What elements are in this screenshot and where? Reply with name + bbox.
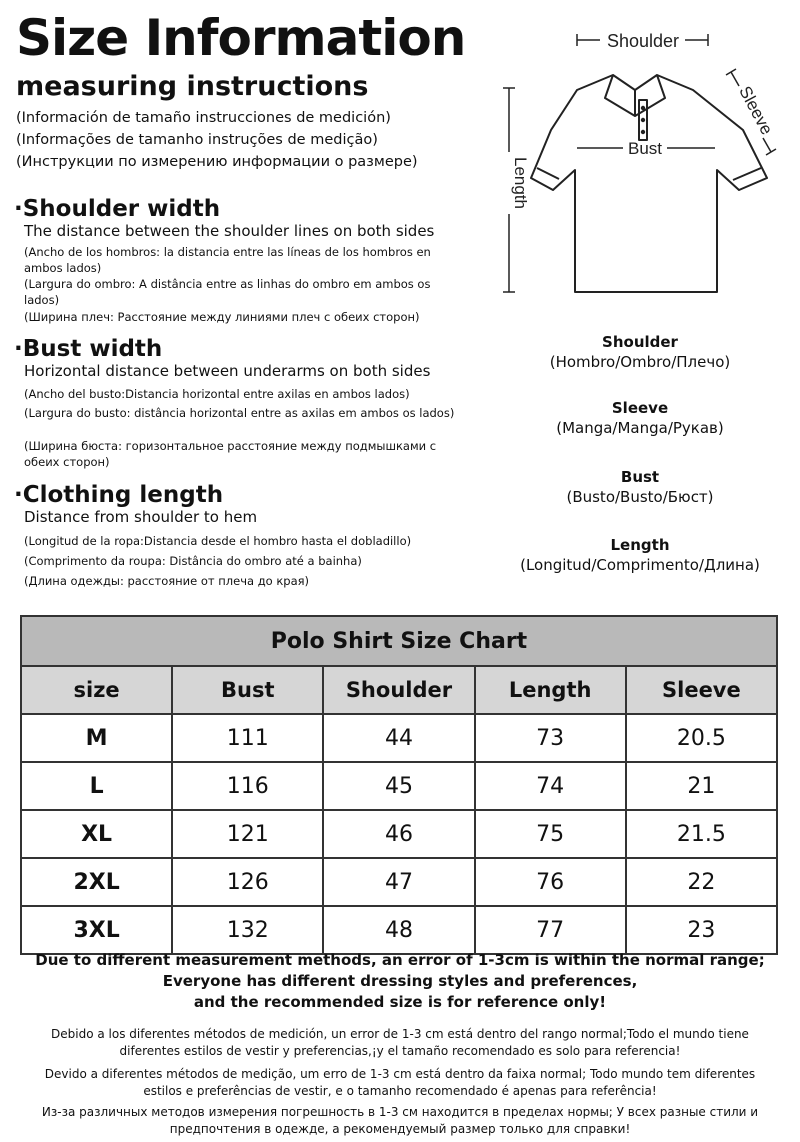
bust-width-heading: ·Bust width [14,336,163,362]
disclaimer-line: Due to different measurement methods, an error of 1-3cm is within the normal range; [35,951,765,969]
size-cell: L [21,762,172,810]
page-subtitle: measuring instructions [16,71,369,102]
header-length: Length [475,666,626,714]
subtitle-translation-ru: (Инструкции по измерению информации о размере) [16,154,418,170]
header-sleeve: Sleeve [626,666,777,714]
bust-width-note-pt: (Largura do busto: distância horizontal entre as axilas em ambos os lados) [24,406,455,420]
shoulder-width-note-pt: (Largura do ombro: A distância entre as linhas do ombro em ambos os lados) [24,277,431,307]
size-chart-header-row [21,666,777,714]
legend-bust [500,467,780,507]
shoulder-width-heading: ·Shoulder width [14,196,221,222]
size-cell: XL [21,810,172,858]
legend-shoulder-name: Shoulder [602,333,678,351]
footnote-pt: Devido a diferentes métodos de medição, um erro de 1-3 cm está dentro da faixa normal; Todo mundo tem diferentes estilos e preferências de vestir, e o tamanho recomendado é apenas para referência! [44,1067,756,1098]
size-chart-table [20,665,778,955]
header-bust: Bust [172,666,323,714]
shoulder-cell: 47 [323,858,474,906]
sleeve-cell: 21.5 [626,810,777,858]
footnote-ru: Из-за различных методов измерения погрешность в 1-3 см находится в пределах нормы; У всех разные стили и предпочтения в одежде, а рекомендуемый размер только для справки! [41,1105,759,1136]
header-shoulder: Shoulder [323,666,474,714]
legend-sleeve-translation: (Manga/Manga/Рукав) [556,419,724,437]
legend-length-name: Length [610,536,670,554]
footnote-es: Debido a los diferentes métodos de medición, un error de 1-3 cm está dentro del rango normal;Todo el mundo tiene diferentes estilos de vestir y preferencias,¡y el tamaño recomendado es solo para referencia! [51,1027,749,1058]
sleeve-cell: 21 [626,762,777,810]
size-chart [20,615,778,955]
clothing-length-note-ru: (Длина одежды: расстояние от плеча до края) [24,574,310,588]
legend-sleeve-name: Sleeve [611,399,669,417]
legend-bust-translation: (Busto/Busto/Бюст) [566,488,714,506]
length-cell: 74 [475,762,626,810]
shoulder-width-note-es: (Ancho de los hombros: la distancia entre las líneas de los hombros en ambos lados) [24,245,431,275]
diagram-shoulder-label: Shoulder [606,31,680,51]
legend-shoulder-translation: (Hombro/Ombro/Плечо) [549,353,731,371]
bust-cell: 121 [172,810,323,858]
length-cell: 73 [475,714,626,762]
table-row [21,810,777,858]
table-row [21,762,777,810]
shoulder-cell: 48 [323,906,474,954]
bust-width-note-es: (Ancho del busto:Distancia horizontal entre axilas en ambos lados) [24,387,410,401]
shoulder-cell: 44 [323,714,474,762]
legend-bust-name: Bust [620,468,660,486]
clothing-length-description: Distance from shoulder to hem [24,508,258,526]
bust-cell: 116 [172,762,323,810]
bust-cell: 126 [172,858,323,906]
length-cell: 75 [475,810,626,858]
polo-shirt-diagram [495,20,795,310]
table-row [21,858,777,906]
size-cell: 3XL [21,906,172,954]
clothing-length-heading: ·Clothing length [14,482,224,508]
bust-width-description: Horizontal distance between underarms on both sides [24,362,431,380]
disclaimer-line: and the recommended size is for reference only! [193,993,607,1011]
size-chart-title: Polo Shirt Size Chart [20,615,778,665]
bust-cell: 132 [172,906,323,954]
shoulder-cell: 45 [323,762,474,810]
sleeve-cell: 20.5 [626,714,777,762]
legend-sleeve [500,398,780,438]
shoulder-cell: 46 [323,810,474,858]
diagram-bust-label: Bust [627,139,663,158]
table-row [21,714,777,762]
subtitle-translation-pt: (Informações de tamanho instruções de medição) [16,132,378,148]
subtitle-translation-es: (Información de tamaño instrucciones de medición) [16,110,391,126]
legend-length-translation: (Longitud/Comprimento/Длина) [520,556,760,574]
legend-length [500,535,780,575]
sleeve-cell: 23 [626,906,777,954]
size-cell: M [21,714,172,762]
diagram-sleeve-label: Sleeve [735,83,777,138]
table-row [21,906,777,954]
sleeve-cell: 22 [626,858,777,906]
page-title: Size Information [16,9,466,67]
clothing-length-note-pt: (Comprimento da roupa: Distância do ombro até a bainha) [24,554,362,568]
bust-width-note-ru: (Ширина бюста: горизонтальное расстояние между подмышками с обеих сторон) [24,439,437,469]
clothing-length-note-es: (Longitud de la ropa:Distancia desde el hombro hasta el dobladillo) [24,534,412,548]
length-cell: 76 [475,858,626,906]
shoulder-width-note-ru: (Ширина плеч: Расстояние между линиями плеч с обеих сторон) [24,310,420,324]
legend-shoulder [500,332,780,372]
header-size: size [21,666,172,714]
diagram-length-label: Length [511,157,530,209]
size-cell: 2XL [21,858,172,906]
length-cell: 77 [475,906,626,954]
disclaimer [0,950,800,1013]
shoulder-width-description: The distance between the shoulder lines on both sides [24,222,435,240]
bust-cell: 111 [172,714,323,762]
disclaimer-line: Everyone has different dressing styles and preferences, [162,972,638,990]
